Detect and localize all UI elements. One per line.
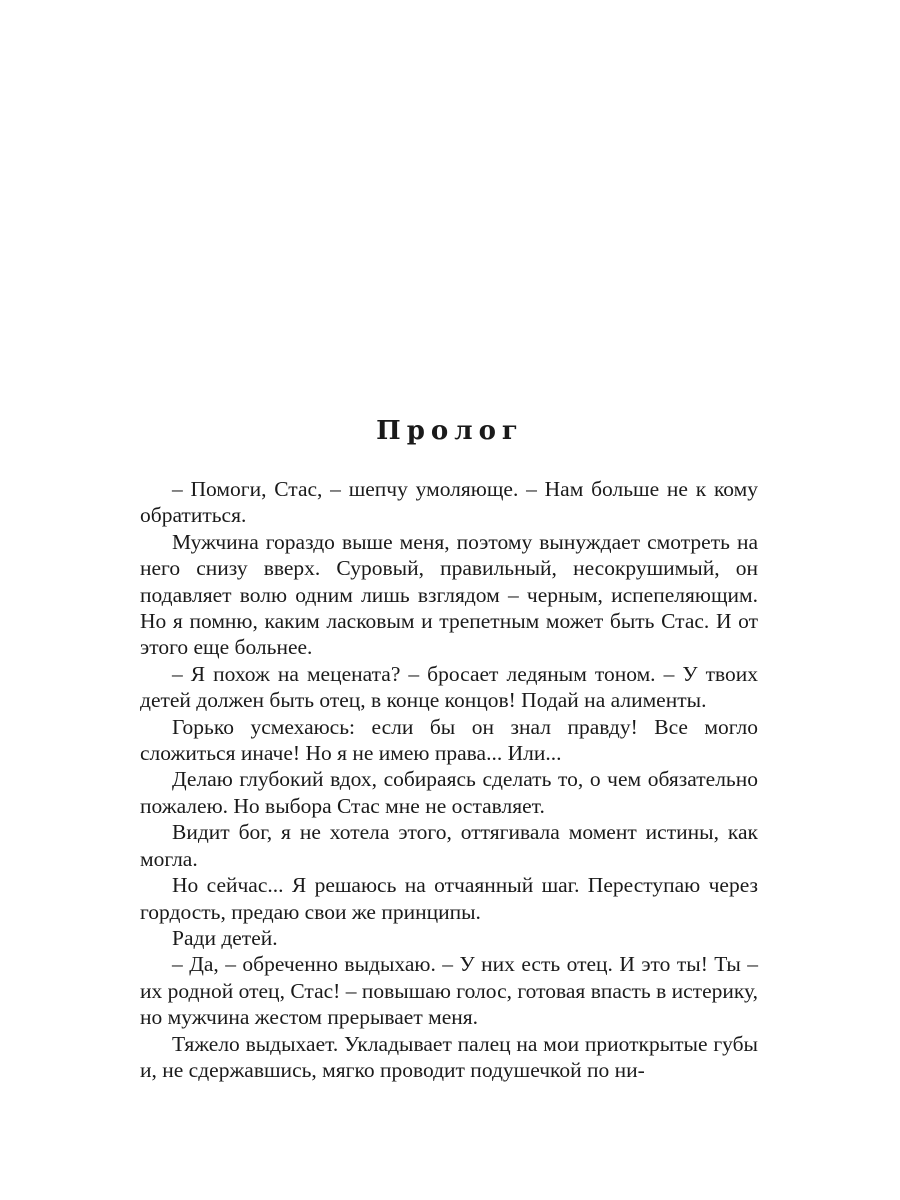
paragraph-6: Видит бог, я не хотела этого, оттягивала момент истины, как могла. [140, 820, 758, 871]
paragraph-2: Мужчина гораздо выше меня, поэтому вынуждает смотреть на него снизу вверх. Суровый, правильный, несокрушимый, он подавляет волю одним лишь взглядом – черным, испепеляющим. Но я помню, каким ласковым и трепетным может быть Стас. И от этого еще больнее. [140, 529, 758, 660]
chapter-text [140, 476, 758, 1083]
paragraph-10: Тяжело выдыхает. Укладывает палец на мои приоткрытые губы и, не сдержавшись, мягко проводит подушечкой по ни- [140, 1031, 758, 1082]
paragraph-4: Горько усмехаюсь: если бы он знал правду! Все могло сложиться иначе! Но я не имею права... Или... [140, 714, 758, 766]
chapter-title: Пролог [376, 416, 524, 446]
paragraph-7: Но сейчас... Я решаюсь на отчаянный шаг. Переступаю через гордость, предаю свои же принципы. [140, 873, 758, 924]
paragraph-8: Ради детей. [172, 925, 278, 950]
paragraph-5: Делаю глубокий вдох, собираясь сделать то, о чем обязательно пожалею. Но выбора Стас мне не оставляет. [140, 767, 758, 818]
paragraph-9: – Да, – обреченно выдыхаю. – У них есть отец. И это ты! Ты – их родной отец, Стас! – повышаю голос, готовая впасть в истерику, но мужчина жестом прерывает меня. [140, 952, 758, 1030]
paragraph-3: – Я похож на мецената? – бросает ледяным тоном. – У твоих детей должен быть отец, в конце концов! Подай на алименты. [140, 661, 758, 713]
paragraph-1: – Помоги, Стас, – шепчу умоляюще. – Нам больше не к кому обратиться. [140, 477, 758, 528]
